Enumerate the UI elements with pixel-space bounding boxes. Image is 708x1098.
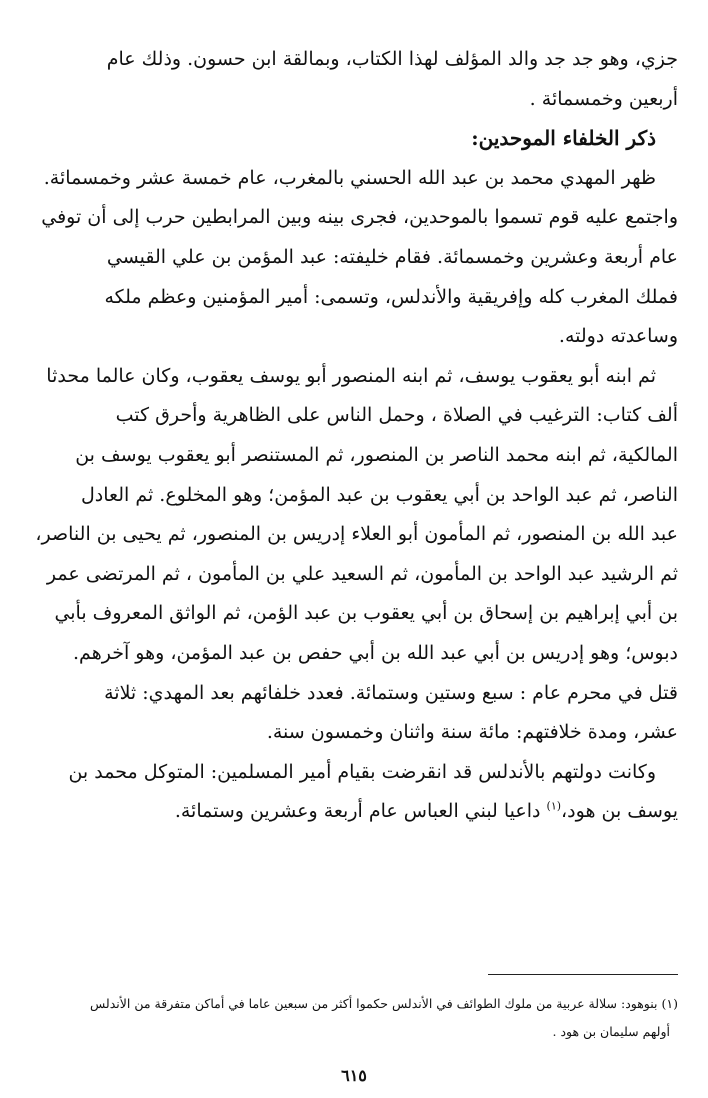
text-line: أربعين وخمسمائة . [529, 87, 678, 110]
text-fragment: يوسف بن هود، [561, 800, 678, 823]
footnote-line [32, 990, 678, 1018]
text-line: ألف كتاب: الترغيب في الصلاة ، وحمل الناس على الظاهرية وأحرق كتب [115, 404, 678, 427]
text-fragment: داعيا لبني العباس عام أربعة وعشرين وستمائة. [174, 800, 547, 823]
text-line: الناصر، ثم عبد الواحد بن أبي يعقوب بن عبد المؤمن؛ وهو المخلوع. ثم العادل [80, 483, 678, 506]
text-line: دبوس؛ وهو إدريس بن أبي عبد الله بن أبي حفص بن عبد المؤمن، وهو آخرهم. [73, 641, 678, 664]
text-line-with-footnote [32, 792, 678, 832]
text-line: وساعدته دولته. [558, 325, 678, 348]
main-text [32, 40, 678, 832]
text-line: ثم الرشيد عبد الواحد بن المأمون، ثم السعيد علي بن المأمون ، ثم المرتضى عمر [46, 562, 678, 585]
footnote-text: بنوهود: سلالة عربية من ملوك الطوائف في الأندلس حكموا أكثر من سبعين عاما في أماكن متفرقة من الأندلس [89, 996, 662, 1011]
footnote-line: أولهم سليمان بن هود . [552, 1024, 670, 1039]
text-line: فملك المغرب كله وإفريقية والأندلس، وتسمى: أمير المؤمنين وعظم ملكه [104, 285, 678, 308]
page-number: ٦١٥ [341, 1066, 367, 1085]
text-line: واجتمع عليه قوم تسموا بالموحدين، فجرى بينه وبين المرابطين حرب إلى أن توفي [41, 206, 678, 229]
footnote-separator [488, 974, 678, 975]
text-line: قتل في محرم عام : سبع وستين وستمائة. فعدد خلفائهم بعد المهدي: ثلاثة [104, 681, 678, 704]
footnote-marker: (١) [661, 996, 678, 1011]
text-line: ظهر المهدي محمد بن عبد الله الحسني بالمغرب، عام خمسة عشر وخمسمائة. [43, 166, 656, 189]
text-line: ثم ابنه أبو يعقوب يوسف، ثم ابنه المنصور أبو يوسف يعقوب، وكان عالما محدثا [46, 364, 656, 387]
text-line: عشر، ومدة خلافتهم: مائة سنة واثنان وخمسون سنة. [266, 721, 678, 744]
section-heading: ذكر الخلفاء الموحدين: [471, 126, 656, 151]
footnote-reference: (١) [546, 799, 562, 813]
text-line: وكانت دولتهم بالأندلس قد انقرضت بقيام أمير المسلمين: المتوكل محمد بن [68, 760, 656, 783]
text-line: جزي، وهو جد جد والد المؤلف لهذا الكتاب، وبمالقة ابن حسون. وذلك عام [106, 48, 678, 70]
text-line: المالكية، ثم ابنه محمد الناصر بن المنصور، ثم المستنصر أبو يعقوب يوسف بن [75, 443, 678, 466]
text-line: بن أبي إبراهيم بن إسحاق بن أبي يعقوب بن عبد الؤمن، ثم الواثق المعروف بأبي [54, 602, 678, 625]
text-line: عبد الله بن المنصور، ثم المأمون أبو العلاء إدريس بن المنصور، ثم يحيى بن الناصر، [35, 523, 678, 546]
footnotes [32, 990, 678, 1046]
text-line: عام أربعة وعشرين وخمسمائة. فقام خليفته: عبد المؤمن بن علي القيسي [106, 245, 678, 268]
